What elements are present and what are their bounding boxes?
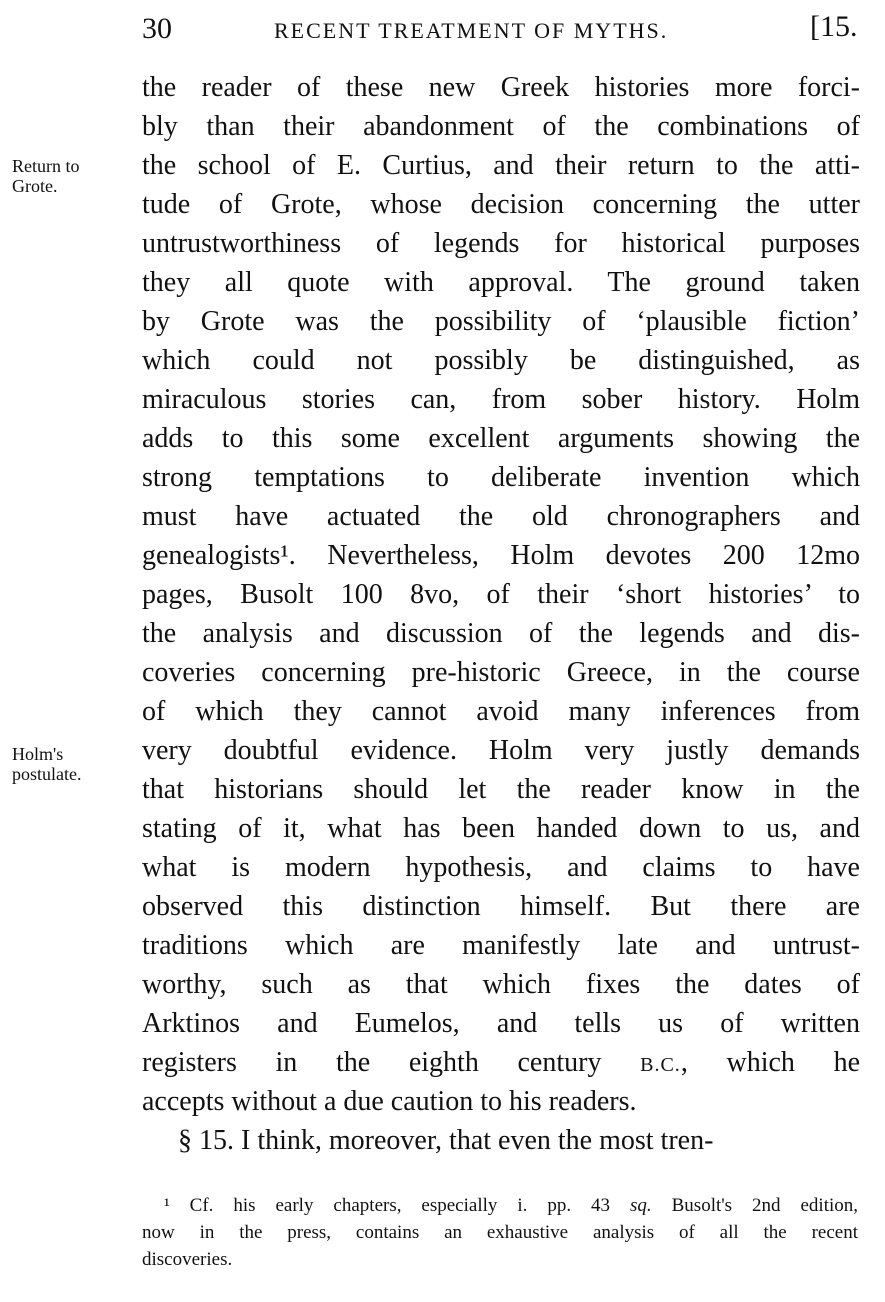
- running-title: RECENT TREATMENT OF MYTHS.: [274, 18, 669, 43]
- sidenote-line: Holm's: [12, 744, 64, 764]
- sidenote-holms-postulate: [12, 744, 82, 784]
- sidenote-line: Return to: [12, 156, 80, 176]
- body-line: must have actuated the old chronographers and: [142, 501, 860, 532]
- body-line: by Grote was the possibility of ‘plausible fiction’: [142, 306, 860, 337]
- footnote-line: [142, 1192, 858, 1219]
- body-line-text: registers in the eighth century: [142, 1047, 602, 1078]
- body-line: which could not possibly be distinguished, as: [142, 345, 860, 376]
- body-line: untrustworthiness of legends for historical purposes: [142, 228, 860, 259]
- footnote-text: Busolt's 2nd edition,: [651, 1195, 858, 1216]
- paragraph-last-line: accepts without a due caution to his readers.: [142, 1086, 637, 1117]
- bc-abbreviation: B.C.: [640, 1054, 681, 1076]
- body-line: they all quote with approval. The ground taken: [142, 267, 860, 298]
- section-reference: [15.: [810, 10, 858, 43]
- footnote: [142, 1192, 858, 1273]
- body-line: Arktinos and Eumelos, and tells us of written: [142, 1008, 860, 1039]
- sidenote-line: Grote.: [12, 176, 58, 196]
- section-15-start: § 15. I think, moreover, that even the most tren-: [178, 1125, 714, 1156]
- body-line: stating of it, what has been handed down to us, and: [142, 813, 860, 844]
- sidenote-line: postulate.: [12, 764, 82, 784]
- body-line: of which they cannot avoid many inferences from: [142, 696, 860, 727]
- body-line: the reader of these new Greek histories more forci-: [142, 72, 860, 103]
- body-line: the analysis and discussion of the legends and dis-: [142, 618, 860, 649]
- body-line: that historians should let the reader know in the: [142, 774, 860, 805]
- body-line: miraculous stories can, from sober history. Holm: [142, 384, 860, 415]
- body-line: strong temptations to deliberate invention which: [142, 462, 860, 493]
- page-number: 30: [142, 12, 172, 45]
- body-line: what is modern hypothesis, and claims to have: [142, 852, 860, 883]
- footnote-line: now in the press, contains an exhaustive analysis of all the recent: [142, 1222, 858, 1243]
- running-head: [142, 10, 862, 50]
- body-text: [142, 68, 860, 1160]
- body-line: tude of Grote, whose decision concerning the utter: [142, 189, 860, 220]
- body-line: coveries concerning pre-historic Greece, in the course: [142, 657, 860, 688]
- body-line: worthy, such as that which fixes the dates of: [142, 969, 860, 1000]
- footnote-text: ¹ Cf. his early chapters, especially i. pp. 43: [164, 1195, 611, 1216]
- body-line: very doubtful evidence. Holm very justly demands: [142, 735, 860, 766]
- body-line: bly than their abandonment of the combinations of: [142, 111, 860, 142]
- body-line: pages, Busolt 100 8vo, of their ‘short histories’ to: [142, 579, 860, 610]
- sidenote-return-to-grote: [12, 156, 80, 196]
- body-line: traditions which are manifestly late and untrust-: [142, 930, 860, 961]
- footnote-line: discoveries.: [142, 1249, 233, 1270]
- body-line: the school of E. Curtius, and their return to the atti-: [142, 150, 860, 181]
- body-line: observed this distinction himself. But there are: [142, 891, 860, 922]
- body-line: adds to this some excellent arguments showing the: [142, 423, 860, 454]
- body-line-tail: , which he: [680, 1047, 860, 1078]
- footnote-sq: sq.: [630, 1195, 652, 1216]
- body-line: genealogists¹. Nevertheless, Holm devotes 200 12mo: [142, 540, 860, 571]
- body-line-bc: [142, 1043, 860, 1082]
